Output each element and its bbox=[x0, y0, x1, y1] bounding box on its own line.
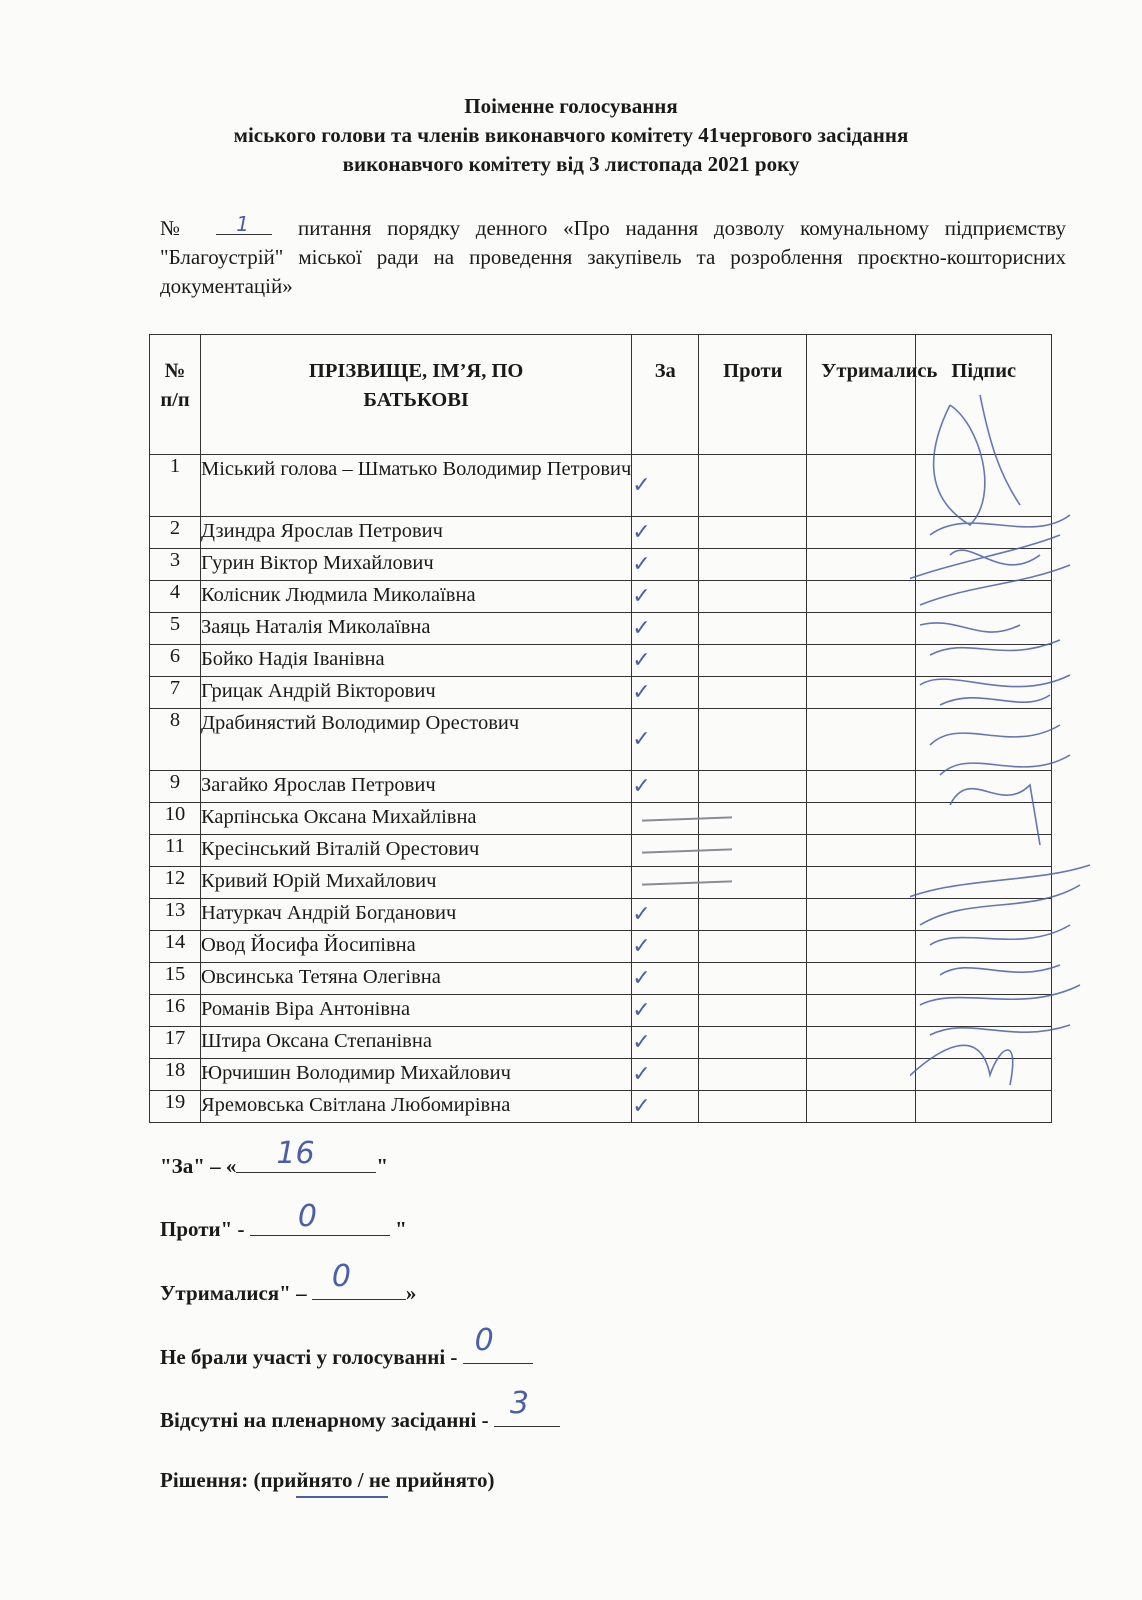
row-against-cell bbox=[699, 963, 807, 995]
table-row bbox=[150, 1091, 1052, 1123]
question-number-handwritten: 1 bbox=[236, 212, 249, 236]
title-line-1: Поіменне голосування bbox=[464, 94, 678, 118]
row-number: 1 bbox=[150, 455, 201, 517]
row-name: Романів Віра Антонівна bbox=[201, 995, 632, 1027]
row-name: Дзиндра Ярослав Петрович bbox=[201, 517, 632, 549]
table-row bbox=[150, 613, 1052, 645]
row-name: Карпінська Оксана Михайлівна bbox=[201, 803, 632, 835]
row-name: Драбинястий Володимир Орестович bbox=[201, 709, 632, 771]
row-for-cell bbox=[632, 1091, 699, 1123]
row-number: 9 bbox=[150, 771, 201, 803]
summary-abstained-label: Утрималися" – bbox=[160, 1281, 312, 1305]
row-against-cell bbox=[699, 549, 807, 581]
summary-for-end: " bbox=[376, 1154, 389, 1178]
check-mark-icon: ✓ bbox=[632, 727, 651, 752]
table-row bbox=[150, 645, 1052, 677]
row-signature-cell bbox=[916, 771, 1052, 803]
row-name: Колісник Людмила Миколаївна bbox=[201, 581, 632, 613]
row-name: Заяць Наталія Миколаївна bbox=[201, 613, 632, 645]
row-number: 2 bbox=[150, 517, 201, 549]
row-abstained-cell bbox=[807, 803, 916, 835]
row-against-cell bbox=[699, 517, 807, 549]
summary-decision bbox=[160, 1468, 494, 1493]
row-name: Яремовська Світлана Любомирівна bbox=[201, 1091, 632, 1123]
row-number: 14 bbox=[150, 931, 201, 963]
table-row bbox=[150, 803, 1052, 835]
row-number: 8 bbox=[150, 709, 201, 771]
check-mark-icon: ✓ bbox=[632, 473, 651, 498]
row-against-cell bbox=[699, 581, 807, 613]
row-number: 6 bbox=[150, 645, 201, 677]
row-name: Кривий Юрій Михайлович bbox=[201, 867, 632, 899]
table-row bbox=[150, 581, 1052, 613]
row-against-cell bbox=[699, 645, 807, 677]
check-mark-icon: ✓ bbox=[632, 552, 651, 577]
summary-decision-label: Рішення: (прийнято / не прийнято) bbox=[160, 1468, 495, 1492]
row-for-cell bbox=[632, 803, 699, 835]
vote-table bbox=[149, 334, 1052, 1123]
row-abstained-cell bbox=[807, 709, 916, 771]
check-mark-icon: ✓ bbox=[632, 774, 651, 799]
row-name: Овод Йосифа Йосипівна bbox=[201, 931, 632, 963]
row-against-cell bbox=[699, 613, 807, 645]
summary-abstained-end: » bbox=[405, 1281, 417, 1305]
row-for-cell bbox=[632, 899, 699, 931]
table-row bbox=[150, 709, 1052, 771]
row-number: 17 bbox=[150, 1027, 201, 1059]
row-number: 4 bbox=[150, 581, 201, 613]
row-signature-cell bbox=[916, 1091, 1052, 1123]
agenda-question bbox=[160, 214, 1066, 301]
row-name: Гурин Віктор Михайлович bbox=[201, 549, 632, 581]
table-row bbox=[150, 963, 1052, 995]
row-number: 10 bbox=[150, 803, 201, 835]
row-name: Натуркач Андрій Богданович bbox=[201, 899, 632, 931]
check-mark-icon: ✓ bbox=[632, 680, 651, 705]
row-for-cell bbox=[632, 867, 699, 899]
row-signature-cell bbox=[916, 867, 1052, 899]
table-row bbox=[150, 1027, 1052, 1059]
question-text: питання порядку денного «Про надання дозволу комунальному підприємству "Благоустрій" міської ради на проведення закупівель та розроблення проєктно-кошторисних документацій» bbox=[160, 216, 1067, 298]
row-number: 18 bbox=[150, 1059, 201, 1091]
table-row bbox=[150, 931, 1052, 963]
row-against-cell bbox=[699, 677, 807, 709]
row-signature-cell bbox=[916, 931, 1052, 963]
row-against-cell bbox=[699, 771, 807, 803]
row-for-cell bbox=[632, 995, 699, 1027]
check-mark-icon: ✓ bbox=[632, 966, 651, 991]
row-abstained-cell bbox=[807, 995, 916, 1027]
row-for-cell bbox=[632, 455, 699, 517]
row-signature-cell bbox=[916, 995, 1052, 1027]
row-for-cell bbox=[632, 1059, 699, 1091]
row-signature-cell bbox=[916, 1027, 1052, 1059]
question-number-blank bbox=[216, 212, 272, 236]
row-name: Грицак Андрій Вікторович bbox=[201, 677, 632, 709]
row-for-cell bbox=[632, 709, 699, 771]
summary-against-value: 0 bbox=[297, 1199, 317, 1234]
row-name: Кресінський Віталій Орестович bbox=[201, 835, 632, 867]
check-mark-icon: ✓ bbox=[632, 902, 651, 927]
row-number: 19 bbox=[150, 1091, 201, 1123]
summary-for-value: 16 bbox=[276, 1136, 315, 1171]
row-abstained-cell bbox=[807, 645, 916, 677]
row-abstained-cell bbox=[807, 677, 916, 709]
summary-against bbox=[160, 1199, 407, 1242]
row-abstained-cell bbox=[807, 899, 916, 931]
row-for-cell bbox=[632, 549, 699, 581]
summary-not-voted-value: 0 bbox=[474, 1323, 494, 1358]
check-mark-icon: ✓ bbox=[632, 934, 651, 959]
check-mark-icon: ✓ bbox=[632, 584, 651, 609]
summary-against-end: " bbox=[389, 1217, 407, 1241]
summary-for-label: "За" – « bbox=[160, 1154, 237, 1178]
document-title bbox=[0, 92, 1142, 179]
row-for-cell bbox=[632, 645, 699, 677]
header-num: № п/п bbox=[150, 335, 201, 455]
row-for-cell bbox=[632, 1027, 699, 1059]
row-signature-cell bbox=[916, 709, 1052, 771]
check-mark-icon: ✓ bbox=[632, 1030, 651, 1055]
row-abstained-cell bbox=[807, 455, 916, 517]
row-signature-cell bbox=[916, 581, 1052, 613]
table-row bbox=[150, 771, 1052, 803]
row-against-cell bbox=[699, 1059, 807, 1091]
row-abstained-cell bbox=[807, 931, 916, 963]
row-for-cell bbox=[632, 517, 699, 549]
table-row bbox=[150, 899, 1052, 931]
header-for: За bbox=[632, 335, 699, 455]
table-row bbox=[150, 517, 1052, 549]
row-against-cell bbox=[699, 899, 807, 931]
row-number: 15 bbox=[150, 963, 201, 995]
row-for-cell bbox=[632, 581, 699, 613]
summary-absent-label: Відсутні на пленарному засіданні - bbox=[160, 1408, 494, 1432]
table-row bbox=[150, 1059, 1052, 1091]
row-for-cell bbox=[632, 963, 699, 995]
row-number: 16 bbox=[150, 995, 201, 1027]
row-abstained-cell bbox=[807, 1059, 916, 1091]
summary-abstained-value: 0 bbox=[331, 1259, 351, 1294]
check-mark-icon: ✓ bbox=[632, 520, 651, 545]
row-name: Овсинська Тетяна Олегівна bbox=[201, 963, 632, 995]
row-against-cell bbox=[699, 1027, 807, 1059]
row-name: Юрчишин Володимир Михайлович bbox=[201, 1059, 632, 1091]
summary-absent bbox=[160, 1386, 560, 1433]
row-name: Бойко Надія Іванівна bbox=[201, 645, 632, 677]
table-row bbox=[150, 867, 1052, 899]
header-signature: Підпис bbox=[916, 335, 1052, 455]
row-number: 13 bbox=[150, 899, 201, 931]
row-signature-cell bbox=[916, 455, 1052, 517]
vote-table-body bbox=[150, 455, 1052, 1123]
table-row bbox=[150, 995, 1052, 1027]
table-row bbox=[150, 677, 1052, 709]
row-for-cell bbox=[632, 771, 699, 803]
row-against-cell bbox=[699, 995, 807, 1027]
question-number-prefix: № bbox=[160, 216, 191, 240]
row-signature-cell bbox=[916, 517, 1052, 549]
row-name: Міський голова – Шматько Володимир Петрович bbox=[201, 455, 632, 517]
row-number: 3 bbox=[150, 549, 201, 581]
row-signature-cell bbox=[916, 963, 1052, 995]
decision-underline bbox=[296, 1496, 388, 1498]
row-number: 5 bbox=[150, 613, 201, 645]
row-number: 11 bbox=[150, 835, 201, 867]
row-abstained-cell bbox=[807, 867, 916, 899]
row-against-cell bbox=[699, 1091, 807, 1123]
row-number: 12 bbox=[150, 867, 201, 899]
row-signature-cell bbox=[916, 1059, 1052, 1091]
check-mark-icon: ✓ bbox=[632, 648, 651, 673]
row-abstained-cell bbox=[807, 549, 916, 581]
row-abstained-cell bbox=[807, 771, 916, 803]
row-name: Загайко Ярослав Петрович bbox=[201, 771, 632, 803]
row-name: Штира Оксана Степанівна bbox=[201, 1027, 632, 1059]
check-mark-icon: ✓ bbox=[632, 616, 651, 641]
summary-against-label: Проти" - bbox=[160, 1217, 250, 1241]
header-abstained: Утримались bbox=[807, 335, 916, 455]
row-against-cell bbox=[699, 931, 807, 963]
table-row bbox=[150, 549, 1052, 581]
row-abstained-cell bbox=[807, 835, 916, 867]
row-signature-cell bbox=[916, 803, 1052, 835]
row-number: 7 bbox=[150, 677, 201, 709]
row-abstained-cell bbox=[807, 581, 916, 613]
summary-not-voted-label: Не брали участі у голосуванні - bbox=[160, 1345, 463, 1369]
row-for-cell bbox=[632, 613, 699, 645]
row-signature-cell bbox=[916, 677, 1052, 709]
row-abstained-cell bbox=[807, 1027, 916, 1059]
title-line-2: міського голови та членів виконавчого комітету 41чергового засідання bbox=[233, 123, 909, 147]
row-signature-cell bbox=[916, 613, 1052, 645]
header-name: ПРІЗВИЩЕ, ІМ’Я, ПО БАТЬКОВІ bbox=[201, 335, 632, 455]
row-abstained-cell bbox=[807, 517, 916, 549]
row-abstained-cell bbox=[807, 963, 916, 995]
row-for-cell bbox=[632, 931, 699, 963]
row-against-cell bbox=[699, 709, 807, 771]
row-signature-cell bbox=[916, 835, 1052, 867]
row-signature-cell bbox=[916, 899, 1052, 931]
summary-abstained bbox=[160, 1259, 417, 1306]
row-abstained-cell bbox=[807, 613, 916, 645]
row-against-cell bbox=[699, 455, 807, 517]
summary-for bbox=[160, 1136, 389, 1179]
title-line-3: виконавчого комітету від 3 листопада 2021 року bbox=[342, 152, 800, 176]
table-row bbox=[150, 835, 1052, 867]
header-against: Проти bbox=[699, 335, 807, 455]
table-row bbox=[150, 455, 1052, 517]
row-signature-cell bbox=[916, 645, 1052, 677]
summary-not-voted bbox=[160, 1323, 533, 1370]
check-mark-icon: ✓ bbox=[632, 1094, 651, 1119]
summary-absent-value: 3 bbox=[509, 1386, 529, 1421]
check-mark-icon: ✓ bbox=[632, 998, 651, 1023]
check-mark-icon: ✓ bbox=[632, 1062, 651, 1087]
row-abstained-cell bbox=[807, 1091, 916, 1123]
row-signature-cell bbox=[916, 549, 1052, 581]
row-for-cell bbox=[632, 677, 699, 709]
row-for-cell bbox=[632, 835, 699, 867]
